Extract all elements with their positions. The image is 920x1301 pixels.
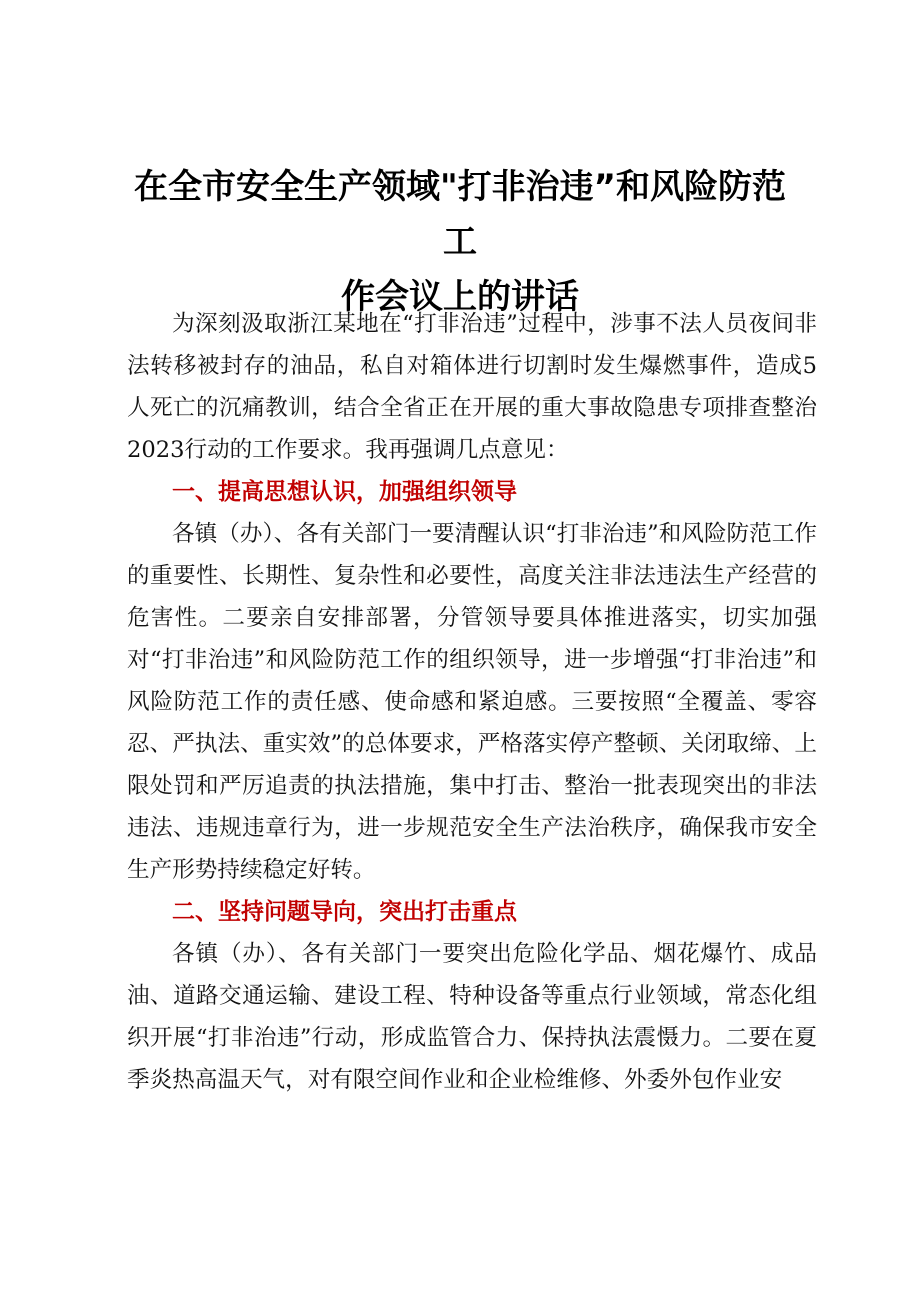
document-title — [120, 160, 800, 325]
title-line-1: 在全市安全生产领域"打非治违”和风险防范工 — [133, 167, 787, 262]
section-2-paragraph: 各镇（办）、各有关部门一要突出危险化学品、烟花爆竹、成品油、道路交通运输、建设工程、特种设备等重点行业领域，常态化组织开展“打非治违”行动，形成监管合力、保持执法震慑力。二要在夏季炎热高温天气，对有限空间作业和企业检维修、外委外包作业安 — [127, 941, 817, 1093]
document-body — [127, 303, 817, 1101]
title-line-2: 作会议上的讲话 — [341, 277, 579, 317]
intro-paragraph: 为深刻汲取浙江某地在“打非治违”过程中，涉事不法人员夜间非法转移被封存的油品，私自对箱体进行切割时发生爆燃事件，造成5人死亡的沉痛教训，结合全省正在开展的重大事故隐患专项排查整治2023行动的工作要求。我再强调几点意见： — [127, 311, 817, 463]
section-1-paragraph: 各镇（办）、各有关部门一要清醒认识“打非治违”和风险防范工作的重要性、长期性、复杂性和必要性，高度关注非法违法生产经营的危害性。二要亲自安排部署，分管领导要具体推进落实，切实加强对“打非治违”和风险防范工作的组织领导，进一步增强“打非治违”和风险防范工作的责任感、使命感和紧迫感。三要按照“全覆盖、零容忍、严执法、重实效”的总体要求，严格落实停产整顿、关闭取缔、上限处罚和严厉追责的执法措施，集中打击、整治一批表现突出的非法违法、违规违章行为，进一步规范安全生产法治秩序，确保我市安全生产形势持续稳定好转。 — [127, 521, 817, 883]
section-2-heading: 二、坚持问题导向，突出打击重点 — [172, 899, 517, 925]
section-1-heading: 一、提高思想认识，加强组织领导 — [172, 479, 517, 505]
